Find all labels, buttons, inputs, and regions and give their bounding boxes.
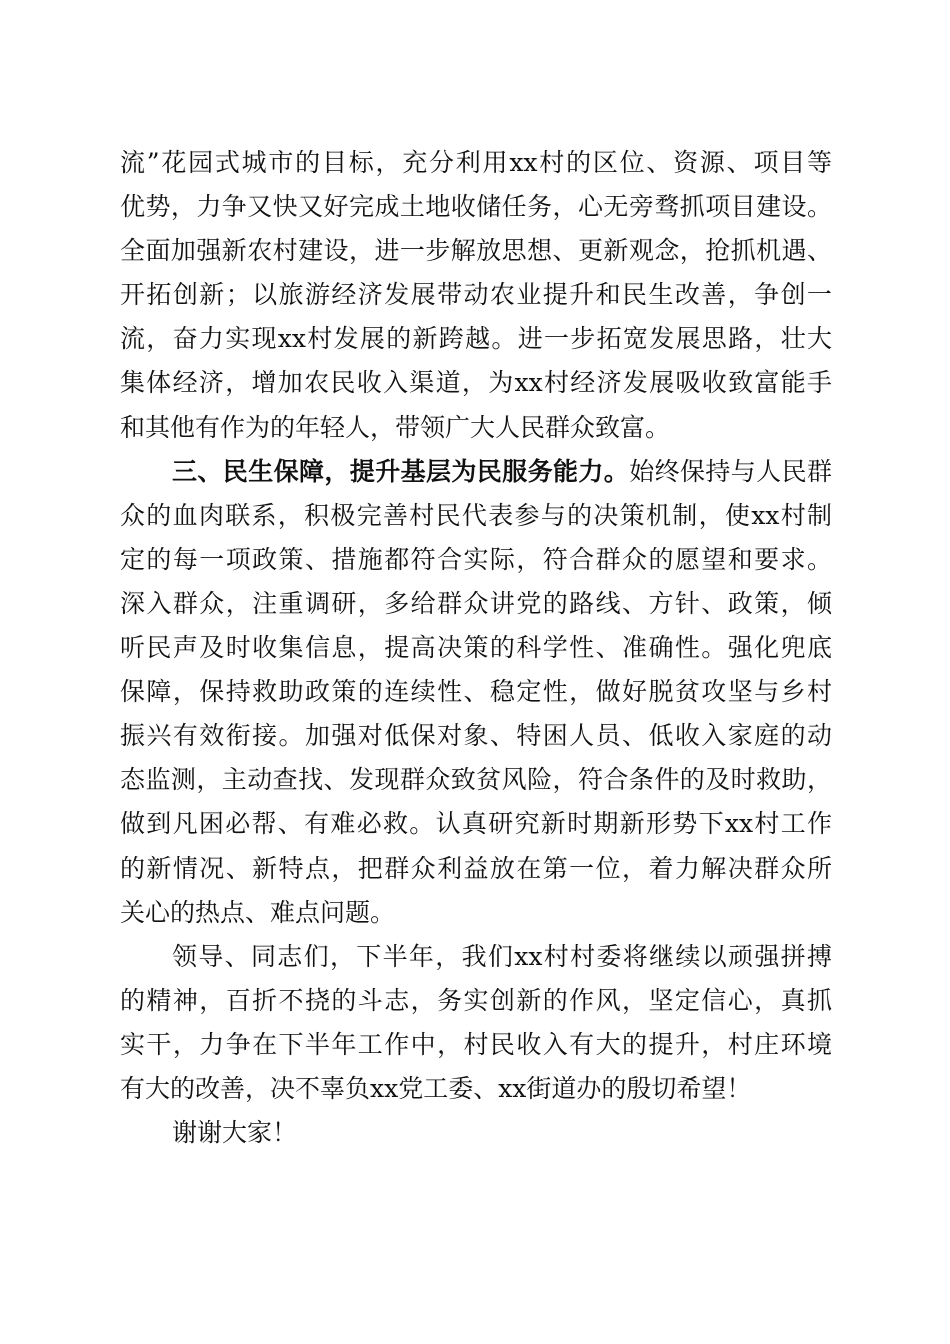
line-text: 实干，力争在下半年工作中，村民收入有大的提升，村庄环境 <box>120 1029 832 1059</box>
document-page <box>120 141 832 1155</box>
line-text: 关心的热点、难点问题。 <box>120 897 396 927</box>
text-line <box>120 1111 832 1155</box>
line-text: 保障，保持救助政策的连续性、稳定性，做好脱贫攻坚与乡村 <box>120 677 832 707</box>
line-text: 振兴有效衔接。加强对低保对象、特困人员、低收入家庭的动 <box>120 721 832 751</box>
line-text: 做到凡困必帮、有难必救。认真研究新时期新形势下xx村工作 <box>120 809 832 839</box>
line-text: 定的每一项政策、措施都符合实际，符合群众的愿望和要求。 <box>120 544 832 574</box>
line-text: 优势，力争又快又好完成土地收储任务，心无旁骛抓项目建设。 <box>120 192 832 222</box>
paragraph <box>120 1111 832 1155</box>
text-line <box>120 891 832 935</box>
paragraph <box>120 450 832 935</box>
text-line <box>120 714 832 758</box>
text-line <box>120 406 832 450</box>
line-text: 始终保持与人民群 <box>629 456 832 486</box>
text-line <box>120 361 832 405</box>
text-line <box>120 185 832 229</box>
text-line <box>120 273 832 317</box>
line-text: 有大的改善，决不辜负xx党工委、xx街道办的殷切希望！ <box>120 1073 752 1103</box>
line-text: 流”花园式城市的目标，充分利用xx村的区位、资源、项目等 <box>120 148 832 177</box>
text-line <box>120 979 832 1023</box>
line-text: 流，奋力实现xx村发展的新跨越。进一步拓宽发展思路，壮大 <box>120 324 832 354</box>
line-text: 众的血肉联系，积极完善村民代表参与的决策机制，使xx村制 <box>120 500 832 530</box>
line-text: 态监测，主动查找、发现群众致贫风险，符合条件的及时救助， <box>120 765 832 795</box>
line-text: 的新情况、新特点，把群众利益放在第一位，着力解决群众所 <box>120 853 832 883</box>
text-line <box>120 1023 832 1067</box>
line-text: 领导、同志们，下半年，我们xx村村委将继续以顽强拼搏 <box>172 941 832 971</box>
paragraph <box>120 935 832 1111</box>
text-line <box>120 538 832 582</box>
paragraph <box>120 141 832 450</box>
text-line <box>120 626 832 670</box>
line-text: 集体经济，增加农民收入渠道，为xx村经济发展吸收致富能手 <box>120 368 832 398</box>
text-line <box>120 935 832 979</box>
line-text: 开拓创新；以旅游经济发展带动农业提升和民生改善，争创一 <box>120 280 832 310</box>
text-line <box>120 1067 832 1111</box>
text-line <box>120 317 832 361</box>
line-text: 和其他有作为的年轻人，带领广大人民群众致富。 <box>120 412 671 442</box>
line-text: 全面加强新农村建设，进一步解放思想、更新观念，抢抓机遇、 <box>120 236 832 266</box>
text-line <box>120 229 832 273</box>
line-text: 的精神，百折不挠的斗志，务实创新的作风，坚定信心，真抓 <box>120 985 832 1015</box>
line-text: 谢谢大家！ <box>172 1118 298 1148</box>
text-line <box>120 141 832 185</box>
text-line <box>120 758 832 802</box>
text-line <box>120 802 832 846</box>
section-heading: 三、民生保障，提升基层为民服务能力。 <box>172 456 630 486</box>
text-line <box>120 670 832 714</box>
line-text: 听民声及时收集信息，提高决策的科学性、准确性。强化兜底 <box>120 633 832 663</box>
text-line <box>120 450 832 494</box>
text-line <box>120 847 832 891</box>
text-line <box>120 582 832 626</box>
text-line <box>120 494 832 538</box>
line-text: 深入群众，注重调研，多给群众讲党的路线、方针、政策，倾 <box>120 588 832 618</box>
